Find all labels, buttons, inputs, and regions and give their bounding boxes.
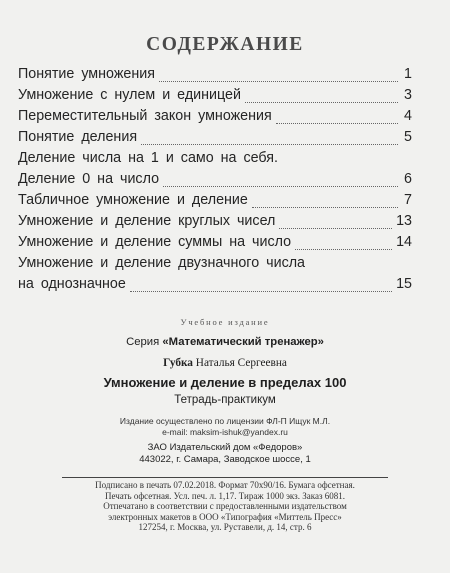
author-line — [0, 357, 450, 369]
toc-entry-page: 4 — [404, 108, 412, 124]
dot-leader — [159, 81, 398, 82]
toc-entry — [18, 87, 412, 108]
toc-entry-page: 13 — [396, 213, 412, 229]
imprint-line: Подписано в печать 07.02.2018. Формат 70х90/16. Бумага офсетная. — [95, 480, 355, 490]
toc-entry-title: Табличное умножение и деление — [18, 192, 248, 208]
publisher-block — [0, 442, 450, 466]
imprint-block — [0, 480, 450, 533]
book-type: Тетрадь-практикум — [174, 394, 276, 406]
series-prefix: Серия — [126, 336, 160, 348]
toc-entry-title: Понятие деления — [18, 129, 138, 145]
toc-entry-page: 1 — [404, 66, 412, 82]
dot-leader — [163, 186, 398, 187]
toc-entry-page: 3 — [404, 87, 412, 103]
toc-entry — [18, 150, 412, 192]
toc-entry-title-line1: Умножение и деление двузначного числа — [18, 255, 306, 271]
toc-entry-page: 15 — [396, 276, 412, 292]
toc-entry-title-line1: Деление числа на 1 и само на себя. — [18, 150, 279, 166]
toc-entry — [18, 129, 412, 150]
dot-leader — [245, 102, 398, 103]
imprint-line: 127254, г. Москва, ул. Руставели, д. 14, стр. 6 — [138, 522, 312, 533]
book-title: Умножение и деление в пределах 100 — [103, 375, 347, 390]
series-name: «Математический тренажер» — [162, 336, 324, 348]
license-line: Издание осуществлено по лицензии ФЛ-П Ищук М.Л. — [119, 416, 331, 426]
publisher-name: ЗАО Издательский дом «Федоров» — [147, 442, 303, 453]
toc-entry — [18, 255, 412, 297]
imprint-line: электронных макетов в ООО «Типография «Миттель Пресс» — [108, 511, 342, 522]
dot-leader — [276, 123, 398, 124]
dot-leader — [130, 291, 392, 292]
dot-leader — [252, 207, 398, 208]
email-line: e-mail: maksim-ishuk@yandex.ru — [162, 427, 288, 437]
toc-entry-title: Понятие умножения — [18, 66, 155, 82]
toc-entry — [18, 66, 412, 87]
divider — [62, 477, 388, 478]
toc-entry-title: Умножение с нулем и единицей — [18, 87, 241, 103]
toc-entry — [18, 108, 412, 129]
series-line — [0, 336, 450, 348]
dot-leader — [295, 249, 392, 250]
dot-leader — [279, 228, 392, 229]
dot-leader — [141, 144, 398, 145]
toc-entry-title-line2: на однозначное — [18, 276, 126, 292]
toc-entry — [18, 192, 412, 213]
toc-entry-title-line2: Деление 0 на число — [18, 171, 160, 187]
toc-entry-page: 6 — [404, 171, 412, 187]
toc-entry-title: Умножение и деление суммы на число — [18, 234, 292, 250]
edition-kind: Учебное издание — [180, 317, 270, 327]
toc-entry — [18, 213, 412, 234]
license-block — [0, 416, 450, 438]
toc-entry-page: 14 — [396, 234, 412, 250]
contents-heading: СОДЕРЖАНИЕ — [146, 34, 304, 55]
toc-entry-page: 7 — [404, 192, 412, 208]
imprint-line: Отпечатано в соответствии с предоставленными издательством — [103, 501, 347, 512]
table-of-contents — [18, 66, 412, 297]
toc-entry-title: Умножение и деление круглых чисел — [18, 213, 276, 229]
toc-entry-title: Переместительный закон умножения — [18, 108, 272, 124]
imprint-line: Печать офсетная. Усл. печ. л. 1,17. Тираж 1000 экз. Заказ 6081. — [104, 490, 346, 501]
publisher-address: 443022, г. Самара, Заводское шоссе, 1 — [139, 454, 311, 465]
toc-entry — [18, 234, 412, 255]
author-surname: Губка — [163, 357, 193, 369]
author-name: Наталья Сергеевна — [195, 357, 287, 369]
toc-entry-page: 5 — [404, 129, 412, 145]
